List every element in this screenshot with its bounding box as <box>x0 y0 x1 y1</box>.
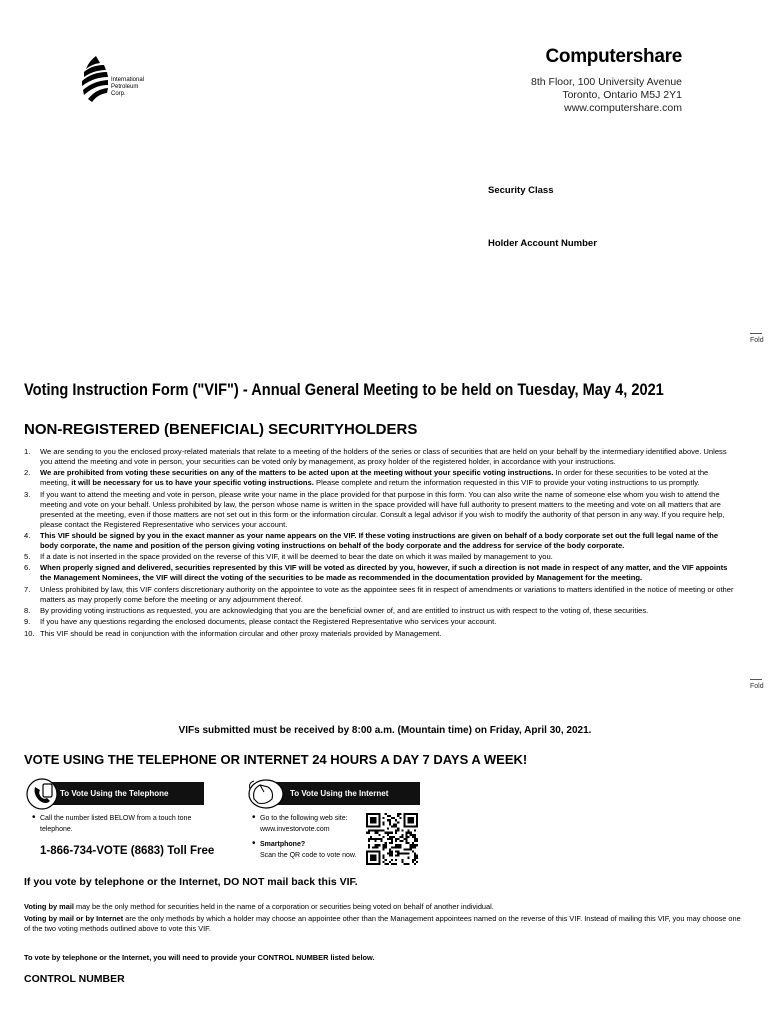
qr-module <box>414 863 416 865</box>
qr-module <box>395 823 397 825</box>
qr-module <box>372 830 374 832</box>
qr-module <box>395 840 397 842</box>
qr-module <box>399 813 401 815</box>
qr-module <box>376 846 378 848</box>
instruction-item <box>24 531 734 551</box>
qr-module <box>416 838 418 840</box>
qr-module <box>399 846 401 848</box>
qr-module <box>381 840 383 842</box>
qr-module <box>383 848 385 850</box>
fold-label: Fold <box>750 337 764 344</box>
instruction-item <box>24 447 734 467</box>
qr-module <box>376 830 378 832</box>
instruction-item <box>24 585 734 605</box>
qr-module <box>389 848 391 850</box>
instruction-text: When properly signed and delivered, securities represented by this VIF will be voted as directed by you, however, if such a direction is not made in respect of any matter, and the VIF appoints the Management Nominees, the VIF will direct the voting of the securities to be made as recommended in the documentation provided by Management for the meeting. <box>40 563 728 583</box>
qr-module <box>408 863 410 865</box>
qr-module <box>412 844 414 846</box>
qr-module <box>387 828 389 830</box>
qr-module <box>391 855 393 857</box>
qr-module <box>395 832 397 834</box>
internet-heading: To Vote Using the Internet <box>290 789 389 798</box>
qr-module <box>397 821 399 823</box>
qr-module <box>416 861 418 863</box>
qr-module <box>408 836 410 838</box>
qr-module <box>383 830 385 832</box>
instruction-text: Please complete and return the information requested in this VIF to provide your voting instructions to us promptly. <box>313 478 700 488</box>
qr-module <box>389 815 391 817</box>
qr-module <box>412 836 414 838</box>
qr-module <box>414 834 416 836</box>
qr-module <box>370 836 372 838</box>
qr-module <box>410 834 412 836</box>
qr-module <box>414 840 416 842</box>
qr-module <box>389 861 391 863</box>
fold-line <box>750 333 762 334</box>
qr-module <box>383 846 385 848</box>
qr-module <box>397 846 399 848</box>
qr-module <box>395 844 397 846</box>
qr-module <box>393 823 395 825</box>
instruction-number: 3. <box>24 489 31 499</box>
qr-module <box>389 842 391 844</box>
qr-module <box>412 850 414 852</box>
qr-module <box>410 844 412 846</box>
qr-module <box>399 853 401 855</box>
qr-module <box>395 830 397 832</box>
instruction-number: 10. <box>24 628 35 638</box>
form-subtitle: NON-REGISTERED (BENEFICIAL) SECURITYHOLDERS <box>24 421 418 438</box>
qr-module <box>406 838 408 840</box>
qr-module <box>374 838 376 840</box>
internet-bullet <box>252 813 362 835</box>
qr-module <box>412 859 414 861</box>
qr-module <box>368 840 370 842</box>
qr-module <box>416 857 418 859</box>
qr-module <box>412 861 414 863</box>
instruction-text: If you have any questions regarding the enclosed documents, please contact the Registered Representative who services your account. <box>40 617 497 627</box>
qr-module <box>391 846 393 848</box>
qr-module <box>395 819 397 821</box>
qr-module <box>385 844 387 846</box>
qr-module <box>383 817 385 819</box>
qr-module <box>412 842 414 844</box>
instruction-text: We are sending to you the enclosed proxy-related materials that relate to a meeting of the holders of the series or class of securities that are held on your behalf by the intermediary identified above. Unless you attend the meeting and vote in person, your securities can be voted only by management, as proxy holder of the registered holder, in accordance with your instructions. <box>40 447 727 466</box>
qr-module <box>393 817 395 819</box>
instruction-text: By providing voting instructions as requested, you are acknowledging that you are the beneficial owner of, and are entitled to instruct us with respect to the voting of, these securities. <box>40 606 649 616</box>
qr-module <box>403 838 405 840</box>
qr-module <box>378 844 380 846</box>
phone-icon <box>26 777 62 811</box>
mail-para1-bold: Voting by mail <box>24 902 74 911</box>
qr-module <box>374 830 376 832</box>
qr-module <box>397 853 399 855</box>
qr-module <box>401 836 403 838</box>
instruction-number: 7. <box>24 584 31 594</box>
qr-module <box>389 821 391 823</box>
qr-module <box>403 848 405 850</box>
qr-module <box>391 817 393 819</box>
qr-module <box>397 828 399 830</box>
qr-module <box>414 859 416 861</box>
qr-module <box>387 863 389 865</box>
qr-module <box>372 838 374 840</box>
qr-module <box>378 830 380 832</box>
qr-module <box>414 830 416 832</box>
qr-module <box>387 819 389 821</box>
qr-module <box>397 830 399 832</box>
mail-paragraph-1 <box>24 902 739 912</box>
bullet-dot: • <box>252 812 256 823</box>
qr-module <box>397 844 399 846</box>
qr-module <box>372 846 374 848</box>
qr-module <box>370 838 372 840</box>
instruction-number: 9. <box>24 617 31 627</box>
qr-module <box>414 846 416 848</box>
telephone-bullet <box>32 813 222 835</box>
qr-module <box>395 863 397 865</box>
qr-module <box>387 838 389 840</box>
qr-module <box>383 844 385 846</box>
mouse-icon <box>246 777 286 811</box>
qr-module <box>395 846 397 848</box>
issuer-name-line: International <box>111 77 145 83</box>
qr-module <box>376 832 378 834</box>
qr-module <box>383 823 385 825</box>
qr-module <box>391 853 393 855</box>
qr-module <box>370 830 372 832</box>
qr-module <box>408 842 410 844</box>
qr-module <box>389 855 391 857</box>
qr-module <box>414 838 416 840</box>
qr-module <box>406 842 408 844</box>
qr-module <box>393 863 395 865</box>
qr-module <box>385 846 387 848</box>
qr-module <box>389 819 391 821</box>
qr-module <box>368 838 370 840</box>
instruction-text: it will be necessary for us to have your specific voting instructions. <box>71 478 314 488</box>
instruction-text: If you want to attend the meeting and vote in person, please write your name in the place provided for that purpose in this form. You can also write the name of someone else whom you wish to attend the meeting and vote on your behalf. Unless prohibited by law, the person whose name is written in the space provided will have full authority to present matters to the meeting and vote on all matters that are presented at the meeting, even if those matters are not set out in this form or the information circular. Consult a legal advisor if you wish to modify the authority of that person in any way. If you require help, please contact the Registered Representative who services your account. <box>40 489 725 529</box>
issuer-name-line: Corp. <box>111 91 126 97</box>
bullet-dot: • <box>252 838 256 849</box>
qr-module <box>406 863 408 865</box>
qr-module <box>391 838 393 840</box>
instruction-item <box>24 468 734 488</box>
qr-module <box>414 836 416 838</box>
fold-line <box>750 679 762 680</box>
qr-module <box>406 848 408 850</box>
bullet-dot: • <box>32 812 36 823</box>
instruction-number: 5. <box>24 552 31 562</box>
qr-module <box>387 834 389 836</box>
qr-module <box>370 817 376 823</box>
qr-code[interactable] <box>366 813 418 865</box>
smartphone-bullet <box>252 839 372 861</box>
security-class-label: Security Class <box>488 185 554 196</box>
deadline-notice: VIFs submitted must be received by 8:00 a.m. (Mountain time) on Friday, April 30, 2021. <box>178 725 592 736</box>
qr-module <box>391 863 393 865</box>
qr-module <box>410 832 412 834</box>
qr-module <box>391 840 393 842</box>
qr-module <box>410 846 412 848</box>
instruction-text: In order for these securities to be voted at the meeting, <box>40 468 709 488</box>
qr-module <box>412 846 414 848</box>
qr-module <box>389 836 391 838</box>
qr-module <box>412 834 414 836</box>
qr-module <box>387 832 389 834</box>
qr-module <box>397 813 399 815</box>
qr-module <box>366 832 368 834</box>
qr-module <box>408 848 410 850</box>
instruction-number: 1. <box>24 447 31 456</box>
instruction-item <box>24 563 734 583</box>
qr-module <box>368 844 370 846</box>
instruction-text: This VIF should be signed by you in the exact manner as your name appears on the VIF. If these voting instructions are given on behalf of a body corporate set out the full legal name of the body corporate, the name and position of the person giving voting instructions on behalf of the body corporate and the address for service of the body corporate. <box>40 530 719 550</box>
agent-address-line: Toronto, Ontario M5J 2Y1 <box>562 89 682 101</box>
agent-address-line: 8th Floor, 100 University Avenue <box>531 76 682 88</box>
control-number-note: To vote by telephone or the Internet, you will need to provide your CONTROL NUMBER listed below. <box>24 953 375 962</box>
computershare-brand: Computershare <box>545 46 682 67</box>
instruction-item <box>24 629 734 639</box>
fold-label: Fold <box>750 683 764 690</box>
toll-free-number: 1-866-734-VOTE (8683) Toll Free <box>40 845 215 857</box>
qr-module <box>408 817 414 823</box>
qr-module <box>408 853 410 855</box>
qr-module <box>401 859 403 861</box>
qr-module <box>399 840 401 842</box>
qr-module <box>378 834 380 836</box>
instruction-number: 2. <box>24 468 31 478</box>
qr-module <box>387 815 389 817</box>
mail-para2-text: are the only methods by which a holder may choose an appointee other than the Management appointees named on the reverse of this VIF. Instead of mailing this VIF, you may choose one of the two voting methods outlined above to vote this VIF. <box>24 914 741 933</box>
instruction-text: Unless prohibited by law, this VIF confers discretionary authority on the appointee to vote as the appointee sees fit in respect of amendments or variations to matters identified in the notice of meeting or other matters as may properly come before the meeting or any adjournment thereof. <box>40 584 734 604</box>
holder-account-label: Holder Account Number <box>488 238 597 249</box>
qr-module <box>395 838 397 840</box>
voting-url[interactable]: www.investorvote.com <box>260 826 330 833</box>
qr-module <box>391 825 393 827</box>
qr-module <box>406 832 408 834</box>
qr-module <box>393 825 395 827</box>
qr-module <box>406 834 408 836</box>
qr-module <box>414 855 416 857</box>
qr-module <box>408 830 410 832</box>
instruction-text: This VIF should be read in conjunction with the information circular and other proxy materials provided by Management. <box>40 628 442 638</box>
instruction-number: 6. <box>24 563 31 573</box>
qr-module <box>397 838 399 840</box>
qr-module <box>374 846 376 848</box>
qr-module <box>383 861 385 863</box>
qr-module <box>385 813 387 815</box>
instructions-list <box>24 447 734 640</box>
qr-module <box>393 846 395 848</box>
mail-para2-bold: Voting by mail or by Internet <box>24 914 124 923</box>
qr-module <box>414 853 416 855</box>
instruction-number: 4. <box>24 530 31 540</box>
qr-module <box>374 832 376 834</box>
qr-module <box>395 859 397 861</box>
qr-module <box>374 844 376 846</box>
qr-module <box>395 825 397 827</box>
qr-module <box>383 857 385 859</box>
qr-module <box>393 836 395 838</box>
qr-module <box>374 840 376 842</box>
qr-module <box>416 840 418 842</box>
qr-module <box>389 838 391 840</box>
qr-module <box>385 842 387 844</box>
mail-paragraph-2 <box>24 914 742 934</box>
telephone-heading: To Vote Using the Telephone <box>60 789 169 798</box>
instruction-text: If a date is not inserted in the space provided on the reverse of this VIF, it will be deemed to bear the date on which it was mailed by management to you. <box>40 552 553 562</box>
telephone-bullet-text: Call the number listed BELOW from a touch tone telephone. <box>40 815 192 833</box>
qr-module <box>406 853 408 855</box>
qr-module <box>401 853 403 855</box>
qr-module <box>401 861 403 863</box>
qr-module <box>401 830 403 832</box>
do-not-mail-notice: If you vote by telephone or the Internet, DO NOT mail back this VIF. <box>24 876 358 888</box>
qr-module <box>399 817 401 819</box>
qr-module <box>403 853 405 855</box>
qr-module <box>391 842 393 844</box>
qr-module <box>387 853 389 855</box>
qr-module <box>416 844 418 846</box>
control-number-label: CONTROL NUMBER <box>24 973 125 985</box>
qr-module <box>391 859 393 861</box>
instruction-item <box>24 606 734 616</box>
smartphone-label: Smartphone? <box>260 841 306 848</box>
qr-module <box>408 857 410 859</box>
qr-module <box>408 832 410 834</box>
qr-module <box>385 859 387 861</box>
vote-heading: VOTE USING THE TELEPHONE OR INTERNET 24 HOURS A DAY 7 DAYS A WEEK! <box>24 752 528 767</box>
qr-module <box>399 836 401 838</box>
qr-module <box>406 840 408 842</box>
internet-bullet-text: Go to the following web site: <box>260 815 348 822</box>
qr-module <box>403 863 405 865</box>
qr-module <box>397 850 399 852</box>
qr-module <box>378 838 380 840</box>
qr-module <box>383 836 385 838</box>
qr-module <box>395 855 397 857</box>
instruction-item <box>24 617 734 627</box>
qr-module <box>401 840 403 842</box>
smartphone-text: Scan the QR code to vote now. <box>260 852 357 859</box>
qr-module <box>389 850 391 852</box>
qr-module <box>414 857 416 859</box>
qr-module <box>399 844 401 846</box>
internet-heading-bar <box>268 782 420 805</box>
qr-module <box>376 844 378 846</box>
qr-module <box>389 853 391 855</box>
qr-module <box>395 850 397 852</box>
agent-block <box>520 46 682 115</box>
qr-module <box>383 821 385 823</box>
qr-module <box>414 844 416 846</box>
qr-module <box>376 838 378 840</box>
qr-module <box>406 836 408 838</box>
qr-module <box>391 850 393 852</box>
instruction-item <box>24 490 734 530</box>
qr-module <box>389 832 391 834</box>
instruction-item <box>24 552 734 562</box>
qr-module <box>383 855 385 857</box>
qr-module <box>381 830 383 832</box>
qr-module <box>401 834 403 836</box>
issuer-logo <box>80 56 200 102</box>
agent-address-line: www.computershare.com <box>564 102 682 114</box>
stacked-swoosh-logo-icon <box>80 56 112 102</box>
qr-module <box>389 823 391 825</box>
qr-module <box>391 836 393 838</box>
qr-module <box>397 815 399 817</box>
form-title: Voting Instruction Form ("VIF") - Annual General Meeting to be held on Tuesday, May 4, 2021 <box>24 381 664 399</box>
qr-module <box>397 855 399 857</box>
qr-module <box>385 832 387 834</box>
qr-module <box>368 830 370 832</box>
qr-module <box>385 863 387 865</box>
qr-module <box>391 832 393 834</box>
issuer-name-line: Petroleum <box>111 84 139 90</box>
qr-module <box>368 846 370 848</box>
qr-module <box>368 832 370 834</box>
mail-para1-text: may be the only method for securities held in the name of a corporation or securities being voted on behalf of another individual. <box>73 902 494 911</box>
telephone-heading-bar <box>40 782 204 805</box>
qr-module <box>381 838 383 840</box>
instruction-text: We are prohibited from voting these securities on any of the matters to be acted upon at the meeting without your specific voting instructions. <box>40 468 554 478</box>
qr-module <box>416 855 418 857</box>
qr-module <box>370 855 376 861</box>
qr-module <box>410 848 412 850</box>
instruction-number: 8. <box>24 606 31 616</box>
